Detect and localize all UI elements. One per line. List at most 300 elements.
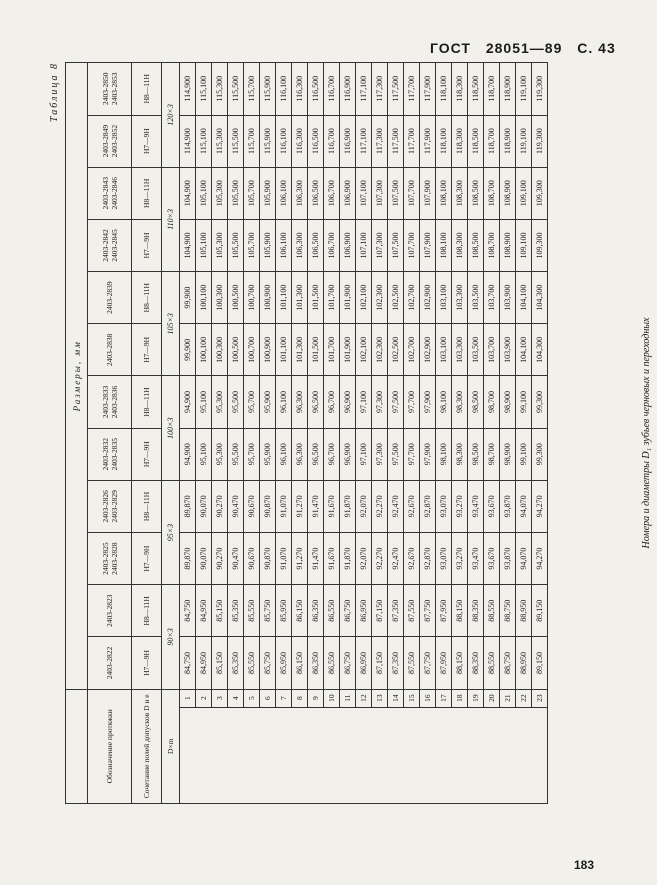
- diameter-cell: 118,300: [452, 115, 468, 167]
- diameter-cell: 115,700: [244, 115, 260, 167]
- diameter-cell: 93,470: [468, 533, 484, 585]
- tolerance-cell: Н8—11Н: [132, 480, 162, 532]
- tooth-number: 21: [500, 689, 516, 707]
- tooth-number: 1: [180, 689, 196, 707]
- dxm-cell: 105×3: [162, 272, 180, 376]
- diameter-cell: 102,300: [372, 324, 388, 376]
- tooth-number: 10: [324, 689, 340, 707]
- diameter-cell: 92,670: [404, 480, 420, 532]
- diameter-cell: 108,900: [500, 219, 516, 271]
- diameter-cell: 116,900: [340, 115, 356, 167]
- diameter-cell: 102,100: [356, 324, 372, 376]
- diameter-cell: 118,100: [436, 115, 452, 167]
- diameter-cell: 104,900: [180, 219, 196, 271]
- diameter-cell: 117,900: [420, 63, 436, 116]
- diameter-cell: 107,500: [388, 167, 404, 219]
- diameter-cell: 87,550: [404, 585, 420, 637]
- diameter-cell: 118,300: [452, 63, 468, 116]
- diameter-cell: 94,900: [180, 376, 196, 428]
- table-row: [468, 63, 484, 804]
- diameter-cell: 116,300: [292, 115, 308, 167]
- diameter-cell: 86,150: [292, 585, 308, 637]
- diameter-cell: 93,670: [484, 480, 500, 532]
- tooth-number: 20: [484, 689, 500, 707]
- page-ref: С. 43: [577, 40, 616, 56]
- diameter-cell: 105,300: [212, 167, 228, 219]
- diameter-cell: 105,100: [196, 219, 212, 271]
- table-row: [372, 63, 388, 804]
- diameter-cell: 97,900: [420, 428, 436, 480]
- diameter-cell: 117,300: [372, 63, 388, 116]
- diameter-cell: 87,150: [372, 637, 388, 689]
- diameter-cell: 118,900: [500, 115, 516, 167]
- diameter-cell: 90,470: [228, 480, 244, 532]
- dxm-label: D×m: [162, 689, 180, 803]
- table-row: [356, 63, 372, 804]
- table-row: [212, 63, 228, 804]
- diameter-cell: 100,500: [228, 272, 244, 324]
- diameter-cell: 105,500: [228, 219, 244, 271]
- diameter-cell: 93,870: [500, 480, 516, 532]
- diameter-cell: 92,870: [420, 480, 436, 532]
- tooth-number: 17: [436, 689, 452, 707]
- diameter-cell: 92,470: [388, 480, 404, 532]
- diameter-cell: 97,300: [372, 376, 388, 428]
- diameter-cell: 91,070: [276, 480, 292, 532]
- diameter-cell: 99,900: [180, 324, 196, 376]
- diameter-cell: 102,500: [388, 272, 404, 324]
- diameter-cell: 103,900: [500, 272, 516, 324]
- diameter-cell: 102,300: [372, 272, 388, 324]
- diameter-cell: 89,870: [180, 533, 196, 585]
- diameter-cell: 106,900: [340, 167, 356, 219]
- table-row: [292, 63, 308, 804]
- designation-cell: 2403-2849 2403-2852: [88, 115, 132, 167]
- table-row: [452, 63, 468, 804]
- table-row: [484, 63, 500, 804]
- diameter-cell: 118,700: [484, 115, 500, 167]
- table-row: [276, 63, 292, 804]
- diameter-cell: 87,150: [372, 585, 388, 637]
- diameter-cell: 100,900: [260, 324, 276, 376]
- table-row: [436, 63, 452, 804]
- tooth-number: 7: [276, 689, 292, 707]
- diameter-cell: 106,500: [308, 219, 324, 271]
- standard-label: ГОСТ: [430, 40, 471, 56]
- diameter-cell: 107,700: [404, 219, 420, 271]
- diameter-cell: 101,500: [308, 324, 324, 376]
- diameter-cell: 108,100: [436, 219, 452, 271]
- designation-cell: 2403-2833 2403-2836: [88, 376, 132, 428]
- table-row: [228, 63, 244, 804]
- diameter-cell: 91,470: [308, 533, 324, 585]
- diameter-cell: 95,700: [244, 428, 260, 480]
- diameter-cell: 118,700: [484, 63, 500, 116]
- rotated-content: [49, 62, 657, 804]
- diameter-cell: 98,900: [500, 428, 516, 480]
- sizes-title-row: [66, 63, 88, 804]
- diameter-cell: 104,300: [532, 272, 548, 324]
- diameter-cell: 93,070: [436, 480, 452, 532]
- diameter-cell: 91,270: [292, 533, 308, 585]
- diameter-cell: 97,900: [420, 376, 436, 428]
- diameter-cell: 95,500: [228, 376, 244, 428]
- diameter-cell: 91,670: [324, 480, 340, 532]
- diameter-cell: 102,700: [404, 324, 420, 376]
- table-row: [388, 63, 404, 804]
- diameter-cell: 109,100: [516, 167, 532, 219]
- diameter-cell: 98,300: [452, 428, 468, 480]
- table-row: [260, 63, 276, 804]
- diameter-cell: 101,100: [276, 272, 292, 324]
- diameter-cell: 101,500: [308, 272, 324, 324]
- diameter-cell: 91,470: [308, 480, 324, 532]
- diameter-cell: 105,300: [212, 219, 228, 271]
- diameter-cell: 115,500: [228, 115, 244, 167]
- diameter-cell: 105,100: [196, 167, 212, 219]
- diameter-cell: 97,100: [356, 428, 372, 480]
- sizes-title: Размеры, мм: [66, 63, 88, 690]
- diameter-cell: 92,270: [372, 533, 388, 585]
- diameter-cell: 108,700: [484, 167, 500, 219]
- corner-cell: [66, 689, 88, 803]
- diameter-cell: 107,700: [404, 167, 420, 219]
- designation-cell: 2403-2826 2403-2829: [88, 480, 132, 532]
- tooth-number: 8: [292, 689, 308, 707]
- tooth-number: 14: [388, 689, 404, 707]
- diameter-cell: 93,670: [484, 533, 500, 585]
- diameter-cell: 99,100: [516, 376, 532, 428]
- table-row: [420, 63, 436, 804]
- tooth-number: 5: [244, 689, 260, 707]
- diameter-cell: 103,700: [484, 272, 500, 324]
- diameter-cell: 116,700: [324, 115, 340, 167]
- diameter-cell: 90,670: [244, 533, 260, 585]
- diameter-cell: 116,900: [340, 63, 356, 116]
- diameter-cell: 87,950: [436, 637, 452, 689]
- diameter-cell: 86,550: [324, 637, 340, 689]
- diameter-cell: 97,700: [404, 428, 420, 480]
- diameter-cell: 94,270: [532, 533, 548, 585]
- diameter-cell: 102,900: [420, 324, 436, 376]
- diameter-cell: 85,550: [244, 585, 260, 637]
- diameter-cell: 101,300: [292, 324, 308, 376]
- diameter-cell: 95,300: [212, 428, 228, 480]
- diameter-cell: 94,070: [516, 533, 532, 585]
- diameter-cell: 89,150: [532, 637, 548, 689]
- designation-label: Обозначение протяжки: [88, 689, 132, 803]
- diameter-cell: 85,950: [276, 637, 292, 689]
- diameter-cell: 84,950: [196, 637, 212, 689]
- dxm-row: [162, 63, 180, 804]
- diameter-cell: 98,500: [468, 428, 484, 480]
- diameter-cell: 108,900: [500, 167, 516, 219]
- diameter-cell: 101,900: [340, 324, 356, 376]
- tooth-number: 6: [260, 689, 276, 707]
- diameter-cell: 115,500: [228, 63, 244, 116]
- diameter-cell: 117,700: [404, 63, 420, 116]
- diameter-cell: 85,150: [212, 637, 228, 689]
- page-number: 183: [574, 858, 595, 872]
- diameter-cell: 114,900: [180, 115, 196, 167]
- diameter-cell: 115,700: [244, 63, 260, 116]
- diameter-cell: 85,150: [212, 585, 228, 637]
- table-row: [340, 63, 356, 804]
- diameter-cell: 84,750: [180, 637, 196, 689]
- diameter-cell: 85,750: [260, 637, 276, 689]
- diameter-cell: 91,270: [292, 480, 308, 532]
- diameter-cell: 96,100: [276, 376, 292, 428]
- diameter-cell: 98,500: [468, 376, 484, 428]
- table-row: [308, 63, 324, 804]
- diameter-cell: 106,100: [276, 167, 292, 219]
- diameter-cell: 100,300: [212, 272, 228, 324]
- diameter-cell: 97,300: [372, 428, 388, 480]
- diameter-cell: 107,900: [420, 167, 436, 219]
- diameter-cell: 117,900: [420, 115, 436, 167]
- diameter-cell: 90,270: [212, 533, 228, 585]
- diameter-cell: 92,070: [356, 480, 372, 532]
- diameter-cell: 103,100: [436, 272, 452, 324]
- diameter-cell: 96,700: [324, 376, 340, 428]
- diameter-cell: 86,750: [340, 637, 356, 689]
- tooth-number: 23: [532, 689, 548, 707]
- tooth-number: 12: [356, 689, 372, 707]
- designation-row: [88, 63, 132, 804]
- diameter-cell: 85,350: [228, 585, 244, 637]
- diameter-cell: 104,100: [516, 324, 532, 376]
- diameter-cell: 98,700: [484, 376, 500, 428]
- diameter-cell: 97,100: [356, 376, 372, 428]
- diameter-cell: 101,700: [324, 272, 340, 324]
- dxm-cell: 110×3: [162, 167, 180, 271]
- diameter-cell: 119,300: [532, 63, 548, 116]
- diameter-cell: 117,300: [372, 115, 388, 167]
- diameter-cell: 95,100: [196, 376, 212, 428]
- diameter-cell: 104,900: [180, 167, 196, 219]
- diameter-cell: 85,750: [260, 585, 276, 637]
- diameter-cell: 107,900: [420, 219, 436, 271]
- diameter-cell: 103,300: [452, 272, 468, 324]
- diameter-cell: 118,500: [468, 115, 484, 167]
- table-title: Таблица 8: [49, 62, 60, 122]
- diameter-cell: 88,150: [452, 637, 468, 689]
- diameter-cell: 88,550: [484, 637, 500, 689]
- diameter-cell: 86,550: [324, 585, 340, 637]
- tolerance-cell: Н7—9Н: [132, 324, 162, 376]
- diameter-cell: 107,300: [372, 167, 388, 219]
- diameter-cell: 99,300: [532, 376, 548, 428]
- diameter-cell: 96,300: [292, 428, 308, 480]
- designation-cell: 2403-2850 2403-2853: [88, 63, 132, 116]
- diameter-cell: 88,150: [452, 585, 468, 637]
- diameter-cell: 98,300: [452, 376, 468, 428]
- diameter-cell: 98,900: [500, 376, 516, 428]
- diameter-cell: 117,500: [388, 63, 404, 116]
- tolerance-cell: Н8—11Н: [132, 585, 162, 637]
- diameter-cell: 101,100: [276, 324, 292, 376]
- diameter-cell: 98,700: [484, 428, 500, 480]
- diameter-cell: 94,900: [180, 428, 196, 480]
- tooth-number: 15: [404, 689, 420, 707]
- diameter-cell: 92,670: [404, 533, 420, 585]
- diameter-cell: 102,100: [356, 272, 372, 324]
- diameter-cell: 101,300: [292, 272, 308, 324]
- diameter-cell: 103,500: [468, 324, 484, 376]
- tooth-number: 9: [308, 689, 324, 707]
- designation-cell: 2403-2838: [88, 324, 132, 376]
- diameter-cell: 90,470: [228, 533, 244, 585]
- diameter-cell: 102,700: [404, 272, 420, 324]
- diameter-cell: 97,500: [388, 428, 404, 480]
- diameter-cell: 104,300: [532, 324, 548, 376]
- tooth-number: 4: [228, 689, 244, 707]
- diameter-cell: 105,700: [244, 167, 260, 219]
- diameter-cell: 109,300: [532, 167, 548, 219]
- diameter-cell: 103,500: [468, 272, 484, 324]
- diameter-cell: 98,100: [436, 376, 452, 428]
- diameter-cell: 92,270: [372, 480, 388, 532]
- diameter-cell: 96,900: [340, 428, 356, 480]
- diameter-cell: 88,950: [516, 585, 532, 637]
- diameter-cell: 99,100: [516, 428, 532, 480]
- diameter-cell: 90,070: [196, 480, 212, 532]
- diameter-cell: 85,350: [228, 637, 244, 689]
- tooth-number: 16: [420, 689, 436, 707]
- tooth-number: 19: [468, 689, 484, 707]
- diameter-cell: 105,900: [260, 219, 276, 271]
- tooth-number: 13: [372, 689, 388, 707]
- diameter-cell: 103,700: [484, 324, 500, 376]
- tolerance-label: Сочетание полей допусков D и e: [132, 689, 162, 803]
- diameter-cell: 87,750: [420, 637, 436, 689]
- dxm-cell: 120×3: [162, 63, 180, 168]
- tooth-number: 3: [212, 689, 228, 707]
- diameter-cell: 94,070: [516, 480, 532, 532]
- diameter-cell: 95,700: [244, 376, 260, 428]
- diameter-cell: 86,950: [356, 585, 372, 637]
- diameter-cell: 106,500: [308, 167, 324, 219]
- diameter-cell: 100,900: [260, 272, 276, 324]
- rotated-table-region: [49, 62, 657, 804]
- diameter-cell: 103,900: [500, 324, 516, 376]
- diameter-cell: 117,500: [388, 115, 404, 167]
- dxm-cell: 100×3: [162, 376, 180, 480]
- table-row: [516, 63, 532, 804]
- diameter-cell: 118,900: [500, 63, 516, 116]
- diameter-cell: 107,500: [388, 219, 404, 271]
- diameter-cell: 96,900: [340, 376, 356, 428]
- side-caption: Номера и диаметры D₁ зубьев черновых и переходных: [641, 317, 652, 549]
- diameter-cell: 109,100: [516, 219, 532, 271]
- diameter-cell: 96,500: [308, 376, 324, 428]
- diameter-cell: 116,300: [292, 63, 308, 116]
- diameter-cell: 86,150: [292, 637, 308, 689]
- diameter-cell: 106,700: [324, 219, 340, 271]
- diameter-cell: 105,700: [244, 219, 260, 271]
- diameter-cell: 116,500: [308, 63, 324, 116]
- diameter-cell: 100,700: [244, 272, 260, 324]
- diameter-cell: 87,750: [420, 585, 436, 637]
- diameter-cell: 91,670: [324, 533, 340, 585]
- tooth-number: 2: [196, 689, 212, 707]
- diameter-cell: 93,270: [452, 480, 468, 532]
- table-row: [324, 63, 340, 804]
- tooth-number: 18: [452, 689, 468, 707]
- diameter-cell: 117,100: [356, 63, 372, 116]
- diameter-cell: 115,300: [212, 63, 228, 116]
- diameter-cell: 96,100: [276, 428, 292, 480]
- dxm-cell: 95×3: [162, 480, 180, 584]
- diameter-cell: 107,100: [356, 219, 372, 271]
- diameter-cell: 116,500: [308, 115, 324, 167]
- designation-cell: 2403-2839: [88, 272, 132, 324]
- diameter-cell: 93,270: [452, 533, 468, 585]
- diameter-cell: 86,750: [340, 585, 356, 637]
- diameter-cell: 119,100: [516, 115, 532, 167]
- diameter-cell: 90,670: [244, 480, 260, 532]
- tolerance-row: [132, 63, 162, 804]
- diameter-cell: 106,300: [292, 167, 308, 219]
- diameter-cell: 95,900: [260, 428, 276, 480]
- diameter-cell: 95,500: [228, 428, 244, 480]
- tolerance-cell: Н8—11Н: [132, 63, 162, 116]
- tolerance-cell: Н7—9Н: [132, 219, 162, 271]
- diameter-cell: 97,700: [404, 376, 420, 428]
- diameter-cell: 87,350: [388, 585, 404, 637]
- diameter-cell: 98,100: [436, 428, 452, 480]
- diameter-cell: 95,300: [212, 376, 228, 428]
- diameter-cell: 107,100: [356, 167, 372, 219]
- table-row: [196, 63, 212, 804]
- diameter-cell: 115,100: [196, 115, 212, 167]
- diameter-cell: 84,950: [196, 585, 212, 637]
- table-row: [500, 63, 516, 804]
- diameter-cell: 92,070: [356, 533, 372, 585]
- dxm-cell: 90×3: [162, 585, 180, 689]
- diameter-cell: 99,900: [180, 272, 196, 324]
- diameter-cell: 119,100: [516, 63, 532, 116]
- diameter-cell: 108,100: [436, 167, 452, 219]
- diameter-cell: 91,870: [340, 480, 356, 532]
- tolerance-cell: Н7—9Н: [132, 115, 162, 167]
- table-row: [180, 63, 196, 804]
- diameter-cell: 115,300: [212, 115, 228, 167]
- diameter-cell: 115,900: [260, 63, 276, 116]
- diameter-cell: 119,300: [532, 115, 548, 167]
- diameter-cell: 100,500: [228, 324, 244, 376]
- diameter-cell: 104,100: [516, 272, 532, 324]
- tooth-number: 22: [516, 689, 532, 707]
- designation-cell: 2403-2843 2403-2846: [88, 167, 132, 219]
- diameter-cell: 96,700: [324, 428, 340, 480]
- diameter-cell: 85,950: [276, 585, 292, 637]
- diameter-cell: 106,700: [324, 167, 340, 219]
- tolerance-cell: Н7—9Н: [132, 533, 162, 585]
- page-header: [430, 40, 626, 56]
- designation-cell: 2403-2832 2403-2835: [88, 428, 132, 480]
- diameter-cell: 106,100: [276, 219, 292, 271]
- diameter-cell: 100,100: [196, 324, 212, 376]
- diameter-cell: 108,500: [468, 219, 484, 271]
- diameter-cell: 102,900: [420, 272, 436, 324]
- tolerance-cell: Н8—11Н: [132, 376, 162, 428]
- diameter-cell: 118,500: [468, 63, 484, 116]
- diameter-cell: 103,100: [436, 324, 452, 376]
- designation-cell: 2403-2822: [88, 637, 132, 689]
- diameter-cell: 88,350: [468, 637, 484, 689]
- diameter-cell: 90,870: [260, 480, 276, 532]
